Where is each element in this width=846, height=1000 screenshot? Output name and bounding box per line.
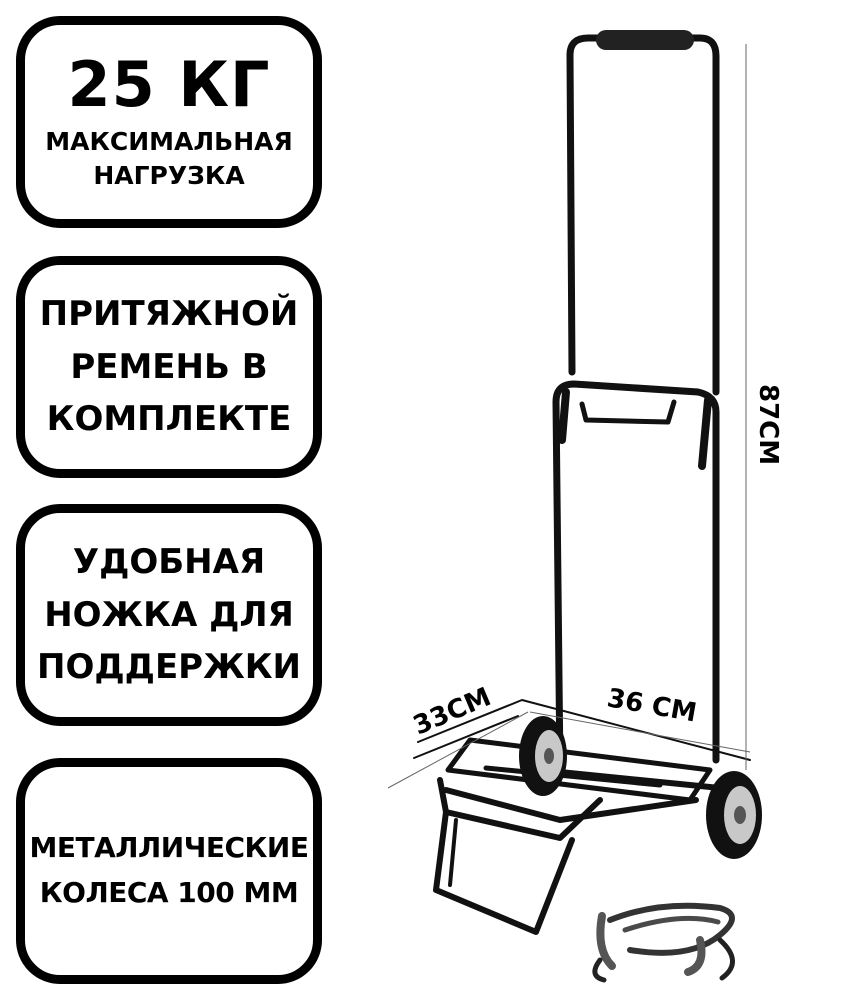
metal-wheels-line-2: КОЛЕСА 100 ММ — [39, 876, 299, 909]
metal-wheels-badge — [16, 758, 322, 984]
bungee-cord-image — [595, 906, 733, 980]
max-load-label-line-1: МАКСИМАЛЬНАЯ — [45, 126, 293, 156]
strap-line-2: РЕМЕНЬ В — [70, 346, 268, 387]
max-load-badge — [16, 16, 322, 228]
height-dimension-label: 87CM — [753, 384, 783, 466]
width-dimension-label: 36 CM — [604, 683, 699, 729]
max-load-value: 25 КГ — [67, 47, 271, 121]
metal-wheels-line-1: МЕТАЛЛИЧЕСКИЕ — [29, 831, 309, 865]
strap-included-badge — [16, 256, 322, 478]
handle-grip — [596, 30, 694, 50]
support-leg-badge — [16, 504, 322, 726]
strap-line-1: ПРИТЯЖНОЙ — [39, 293, 299, 334]
wheel-left — [519, 716, 567, 796]
support-leg-line-1: УДОБНАЯ — [72, 541, 266, 582]
strap-line-3: КОМПЛЕКТЕ — [46, 399, 292, 440]
max-load-label-line-2: НАГРУЗКА — [93, 160, 245, 190]
hand-trolley-image — [340, 0, 846, 1000]
support-leg-line-3: ПОДДЕРЖКИ — [37, 647, 301, 688]
support-leg-line-2: НОЖКА ДЛЯ — [44, 594, 294, 635]
depth-dimension-label: 33CM — [409, 682, 496, 742]
handle-frame — [570, 38, 716, 392]
wheel-right — [706, 771, 762, 859]
